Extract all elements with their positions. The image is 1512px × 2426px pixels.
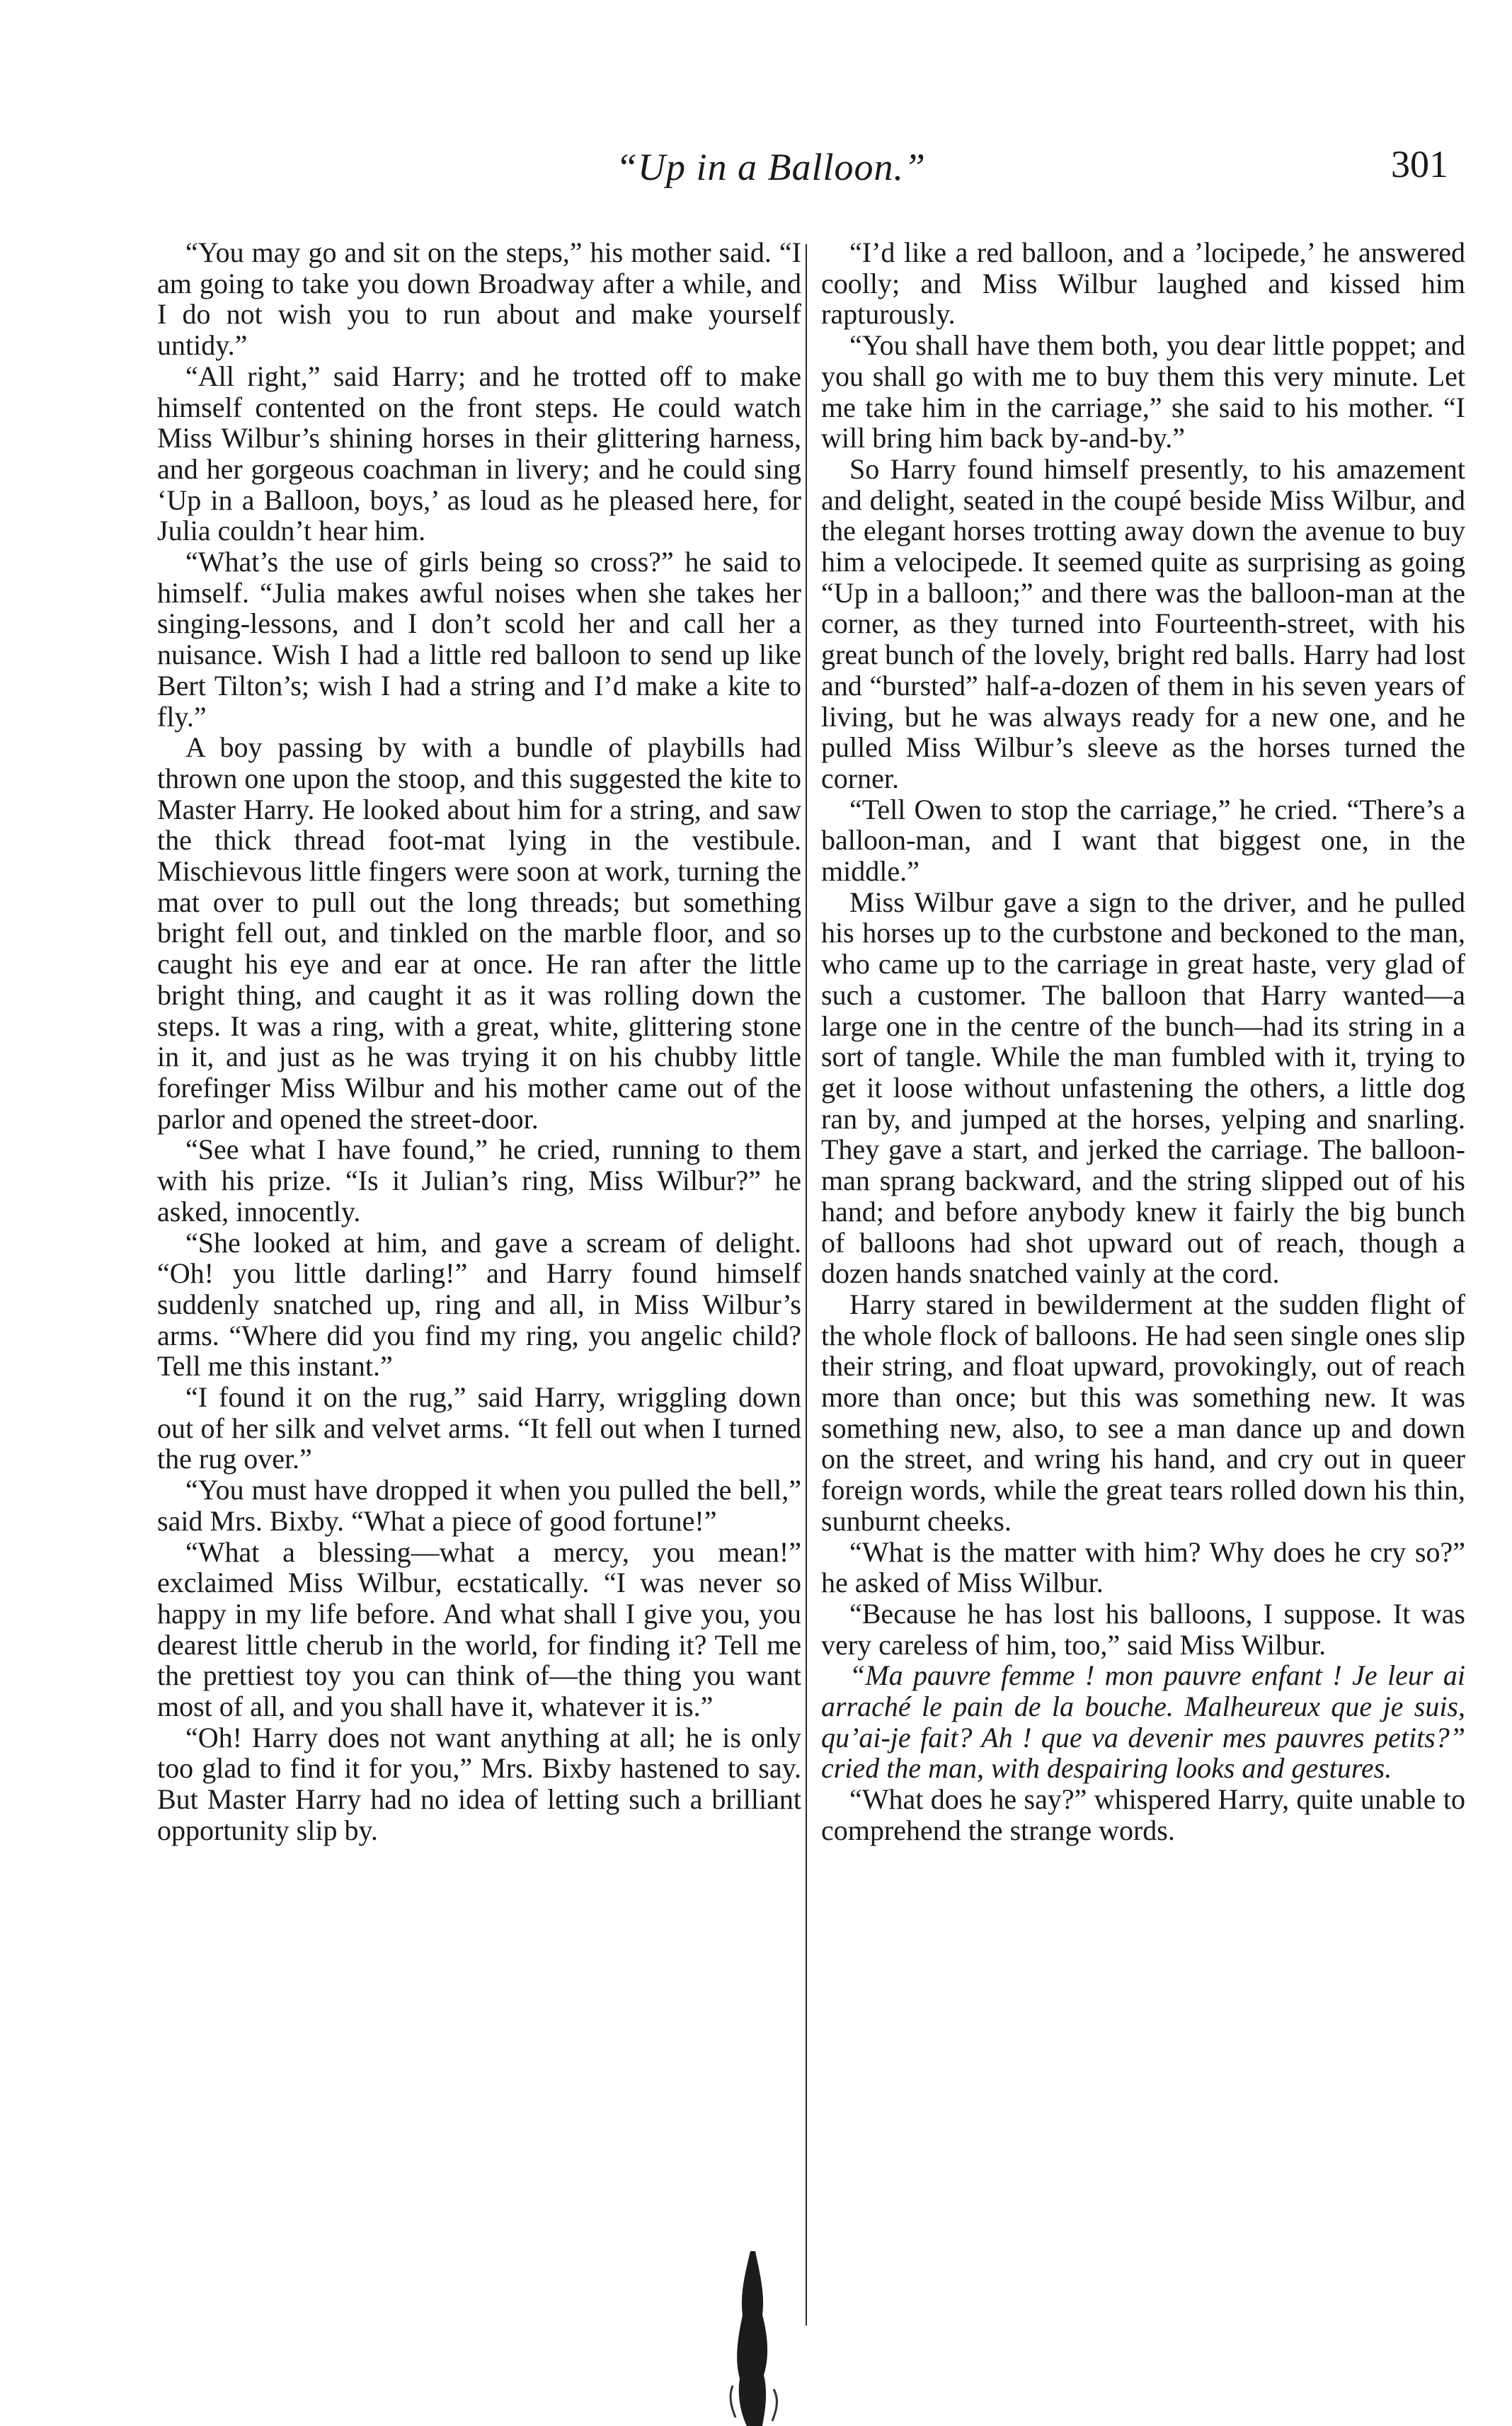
ink-smudge <box>718 2244 789 2426</box>
paragraph: “Tell Owen to stop the carriage,” he cried. “There’s a balloon-man, and I want that biggest one, in the middle.” <box>821 793 1465 888</box>
paragraph: “All right,” said Harry; and he trotted off to make himself contented on the front steps. He could watch Miss Wilbur’s shining horses in their glittering harness, and her gorgeous coachman in livery; and he could sing ‘Up in a Balloon, boys,’ as loud as he pleased here, for Julia couldn’t hear him. <box>157 360 801 547</box>
paragraph: “I’d like a red balloon, and a ’locipede,’ he answered coolly; and Miss Wilbur laughed and kissed him rapturously. <box>821 236 1465 331</box>
french-quote-paragraph: “Ma pauvre femme ! mon pauvre enfant ! Je leur ai arraché le pain de la bouche. Malheureux que je suis, qu’ai-je fait? Ah ! que va devenir mes pauvres petits?” cried the man, with despairing looks and gestures. <box>821 1659 1465 1785</box>
left-column <box>157 237 801 1846</box>
paragraph: “She looked at him, and gave a scream of delight. “Oh! you little darling!” and Harry found himself suddenly snatched up, ring and all, in Miss Wilbur’s arms. “Where did you find my ring, you angelic child? Tell me this instant.” <box>157 1226 801 1383</box>
paragraph: “Oh! Harry does not want anything at all; he is only too glad to find it for you,” Mrs. Bixby hastened to say. But Master Harry had no idea of letting such a brilliant opportunity slip by. <box>157 1721 801 1846</box>
paragraph: “What is the matter with him? Why does he cry so?” he asked of Miss Wilbur. <box>821 1535 1465 1599</box>
paragraph: “What a blessing—what a mercy, you mean!” exclaimed Miss Wilbur, ecstatically. “I was never so happy in my life before. And what shall I give you, you dearest little cherub in the world, for finding it? Tell me the prettiest toy you can think of—the thing you want most of all, and you shall have it, whatever it is.” <box>157 1535 801 1723</box>
page-number: 301 <box>1391 143 1448 185</box>
paragraph: “You must have dropped it when you pulled the bell,” said Mrs. Bixby. “What a piece of good fortune!” <box>157 1474 801 1537</box>
paragraph: “What’s the use of girls being so cross?” he said to himself. “Julia makes awful noises when she takes her singing-lessons, and I don’t scold her and call her a nuisance. Wish I had a little red balloon to send up like Bert Tilton’s; wish I had a string and I’d make a kite to fly.” <box>157 546 801 733</box>
paragraph: “I found it on the rug,” said Harry, wriggling down out of her silk and velvet arms. “It fell out when I turned the rug over.” <box>157 1381 801 1475</box>
paragraph: “You may go and sit on the steps,” his mother said. “I am going to take you down Broadway after a while, and I do not wish you to run about and make yourself untidy.” <box>157 236 801 362</box>
paragraph: So Harry found himself presently, to his amazement and delight, seated in the coupé beside Miss Wilbur, and the elegant horses trotting away down the avenue to buy him a velocipede. It seemed quite as surprising as going “Up in a balloon;” and there was the balloon-man at the corner, as they turned into Fourteenth-street, with his great bunch of the lovely, bright red balls. Harry had lost and “bursted” half-a-dozen of them in his seven years of living, but he was always ready for a new one, and he pulled Miss Wilbur’s sleeve as the horses turned the corner. <box>821 452 1465 794</box>
paragraph: “What does he say?” whispered Harry, quite unable to comprehend the strange words. <box>821 1783 1465 1846</box>
column-divider <box>806 244 807 2325</box>
right-column <box>821 237 1465 1846</box>
paragraph: “See what I have found,” he cried, running to them with his prize. “Is it Julian’s ring, Miss Wilbur?” he asked, innocently. <box>157 1133 801 1228</box>
running-title: “Up in a Balloon.” <box>616 146 927 188</box>
paragraph: Harry stared in bewilderment at the sudden flight of the whole flock of balloons. He had seen single ones slip their string, and float upward, provokingly, out of reach more than once; but this was something new. It was something new, also, to see a man dance up and down on the street, and wring his hand, and cry out in queer foreign words, while the great tears rolled down his thin, sunburnt cheeks. <box>821 1288 1465 1537</box>
running-header <box>0 145 1512 202</box>
paragraph: “Because he has lost his balloons, I suppose. It was very careless of him, too,” said Miss Wilbur. <box>821 1597 1465 1661</box>
paragraph: A boy passing by with a bundle of playbills had thrown one upon the stoop, and this suggested the kite to Master Harry. He looked about him for a string, and saw the thick thread foot-mat lying in the vestibule. Mischievous little fingers were soon at work, turning the mat over to pull out the long threads; but something bright fell out, and tinkled on the marble floor, and so caught his eye and ear at once. He ran after the little bright thing, and caught it as it was rolling down the steps. It was a ring, with a great, white, glittering stone in it, and just as he was trying it on his chubby little forefinger Miss Wilbur and his mother came out of the parlor and opened the street-door. <box>157 731 801 1135</box>
paragraph: “You shall have them both, you dear little poppet; and you shall go with me to buy them this very minute. Let me take him in the carriage,” she said to his mother. “I will bring him back by-and-by.” <box>821 329 1465 454</box>
paragraph: Miss Wilbur gave a sign to the driver, and he pulled his horses up to the curbstone and beckoned to the man, who came up to the carriage in great haste, very glad of such a customer. The balloon that Harry wanted—a large one in the centre of the bunch—had its string in a sort of tangle. While the man fumbled with it, trying to get it loose without unfastening the others, a little dog ran by, and jumped at the horses, yelping and snarling. They gave a start, and jerked the carriage. The balloon-man sprang backward, and the string slipped out of his hand; and before anybody knew it fairly the big bunch of balloons had shot upward out of reach, though a dozen hands snatched vainly at the cord. <box>821 886 1465 1290</box>
